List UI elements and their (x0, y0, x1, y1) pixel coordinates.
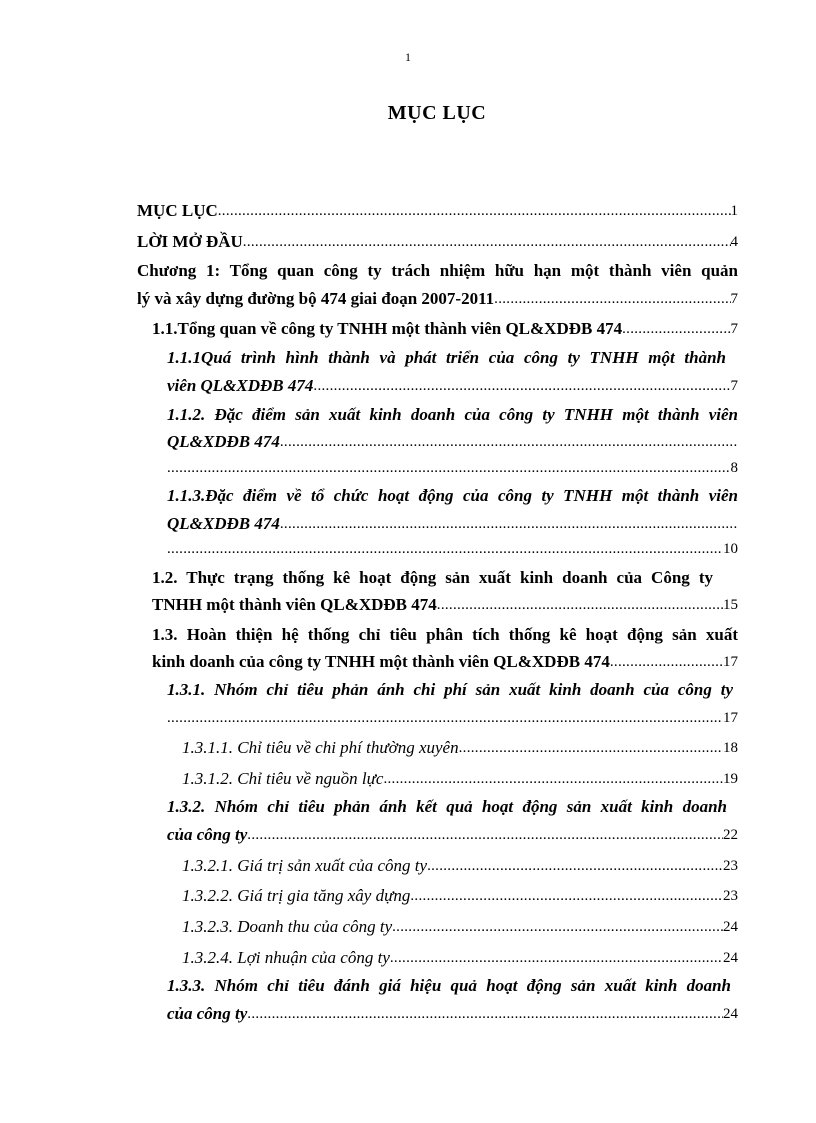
toc-entry-title: 1.3.2.3. Doanh thu của công ty (182, 917, 393, 936)
toc-entry-1-1-1-line1[interactable]: 1.1.1Quá trình hình thành và phát triển của công ty TNHH một thành (167, 348, 726, 367)
dot-leader (459, 737, 723, 759)
dot-leader (218, 200, 731, 222)
toc-entry-page: 18 (723, 740, 738, 756)
toc-entry-title: MỤC LỤC (137, 201, 218, 220)
toc-entry-page: 24 (723, 950, 738, 966)
page-title: MỤC LỤC (387, 102, 487, 124)
toc-entry-page: 15 (723, 597, 738, 613)
dot-leader (437, 594, 723, 616)
toc-entry-1-1-3-line1[interactable]: 1.1.3.Đặc điểm về tổ chức hoạt động của công ty TNHH một thành viên (167, 486, 738, 505)
toc-entry-page: 23 (723, 888, 738, 904)
toc-entry-title: của công ty (167, 825, 248, 844)
toc-entry-title: 1.3.1.2. Chỉ tiêu về nguồn lực (182, 769, 384, 788)
toc-entry-title: QL&XDĐB 474 (167, 514, 280, 533)
toc-entry-1-3-1-line1[interactable]: 1.3.1. Nhóm chỉ tiêu phản ánh chi phí sản xuất kinh doanh của công ty (167, 680, 733, 699)
toc-entry-1-2-line1[interactable]: 1.2. Thực trạng thống kê hoạt động sản xuất kinh doanh của Công ty (152, 568, 713, 587)
page-number: 1 (405, 50, 411, 64)
toc-entry-1-3-3-line1[interactable]: 1.3.3. Nhóm chỉ tiêu đánh giá hiệu quả hoạt động sản xuất kinh doanh (167, 976, 731, 995)
toc-entry-1-1-3-line2[interactable] (167, 511, 738, 535)
toc-entry-title: 1.3.2.1. Giá trị sản xuất của công ty (182, 856, 428, 875)
toc-entry-1-3-2-line1[interactable]: 1.3.2. Nhóm chỉ tiêu phản ánh kết quả hoạt động sản xuất kinh doanh (167, 797, 727, 816)
toc-entry-page: 10 (723, 541, 738, 557)
dot-leader (280, 431, 738, 453)
toc-entry-title: của công ty (167, 1004, 248, 1023)
toc-entry-1-1-3[interactable] (167, 536, 738, 560)
dot-leader (247, 1003, 723, 1025)
toc-entry-page: 17 (723, 654, 738, 670)
dot-leader (610, 651, 723, 673)
toc-entry-title: 1.3.1.1. Chỉ tiêu về chi phí thường xuyên (182, 738, 459, 757)
dot-leader (167, 457, 731, 479)
dot-leader (167, 707, 723, 729)
toc-entry-1-1-2-line2[interactable] (167, 429, 738, 453)
toc-entry-title: 1.3.2.2. Giá trị gia tăng xây dựng (182, 886, 411, 905)
dot-leader (247, 824, 723, 846)
dot-leader (427, 855, 723, 877)
toc-entry-title: TNHH một thành viên QL&XDĐB 474 (152, 595, 437, 614)
toc-entry-title: QL&XDĐB 474 (167, 432, 280, 451)
toc-entry-loi-mo-dau[interactable] (137, 229, 738, 253)
toc-entry-muc-luc[interactable] (137, 198, 738, 222)
toc-entry-title: kinh doanh của công ty TNHH một thành viên QL&XDĐB 474 (152, 652, 610, 671)
dot-leader (622, 318, 730, 340)
toc-entry-1-3[interactable] (152, 649, 738, 673)
dot-leader (280, 513, 738, 535)
toc-entry-page: 19 (723, 771, 738, 787)
toc-entry-1-3-1-1[interactable] (182, 735, 738, 759)
dot-leader (410, 885, 723, 907)
toc-entry-page: 23 (723, 858, 738, 874)
toc-entry-1-2[interactable] (152, 592, 738, 616)
toc-entry-page: 17 (723, 710, 738, 726)
toc-entry-1-3-2-3[interactable] (182, 914, 738, 938)
toc-entry-1-3-2-4[interactable] (182, 945, 738, 969)
dot-leader (313, 375, 730, 397)
toc-entry-title: 1.3.2.4. Lợi nhuận của công ty (182, 948, 390, 967)
toc-entry-page: 8 (730, 460, 738, 476)
dot-leader (392, 916, 723, 938)
toc-entry-1-3-1[interactable] (167, 705, 738, 729)
dot-leader (494, 288, 730, 310)
toc-entry-title: viên QL&XDĐB 474 (167, 376, 314, 395)
toc-entry-1-3-2-1[interactable] (182, 853, 738, 877)
dot-leader (390, 947, 723, 969)
toc-entry-page: 7 (730, 291, 738, 307)
toc-entry-1-3-1-2[interactable] (182, 766, 738, 790)
toc-entry-1-3-line1[interactable]: 1.3. Hoàn thiện hệ thống chỉ tiêu phân tích thống kê hoạt động sản xuất (152, 625, 738, 644)
dot-leader (383, 768, 723, 790)
toc-entry-page: 4 (730, 234, 738, 250)
toc-entry-chuong-1-line1[interactable]: Chương 1: Tổng quan công ty trách nhiệm hữu hạn một thành viên quản (137, 261, 738, 280)
toc-entry-1-1-2[interactable] (167, 455, 738, 479)
dot-leader (243, 231, 731, 253)
toc-entry-title: lý và xây dựng đường bộ 474 giai đoạn 2007-2011 (137, 289, 495, 308)
toc-entry-1-3-3[interactable] (167, 1001, 738, 1025)
toc-entry-page: 24 (723, 919, 738, 935)
toc-entry-page: 24 (723, 1006, 738, 1022)
toc-entry-page: 7 (730, 378, 738, 394)
toc-entry-title: LỜI MỞ ĐẦU (137, 232, 243, 251)
toc-entry-1-1-2-line1[interactable]: 1.1.2. Đặc điểm sản xuất kinh doanh của công ty TNHH một thành viên (167, 405, 738, 424)
toc-entry-1-1[interactable] (152, 316, 738, 340)
toc-entry-1-3-2-2[interactable] (182, 883, 738, 907)
toc-entry-page: 7 (730, 321, 738, 337)
dot-leader (167, 538, 723, 560)
toc-entry-page: 22 (723, 827, 738, 843)
toc-entry-title: 1.1.Tổng quan về công ty TNHH một thành viên QL&XDĐB 474 (152, 319, 623, 338)
toc-entry-1-3-2[interactable] (167, 822, 738, 846)
toc-entry-chuong-1[interactable] (137, 286, 738, 310)
toc-entry-1-1-1[interactable] (167, 373, 738, 397)
toc-entry-page: 1 (730, 203, 738, 219)
